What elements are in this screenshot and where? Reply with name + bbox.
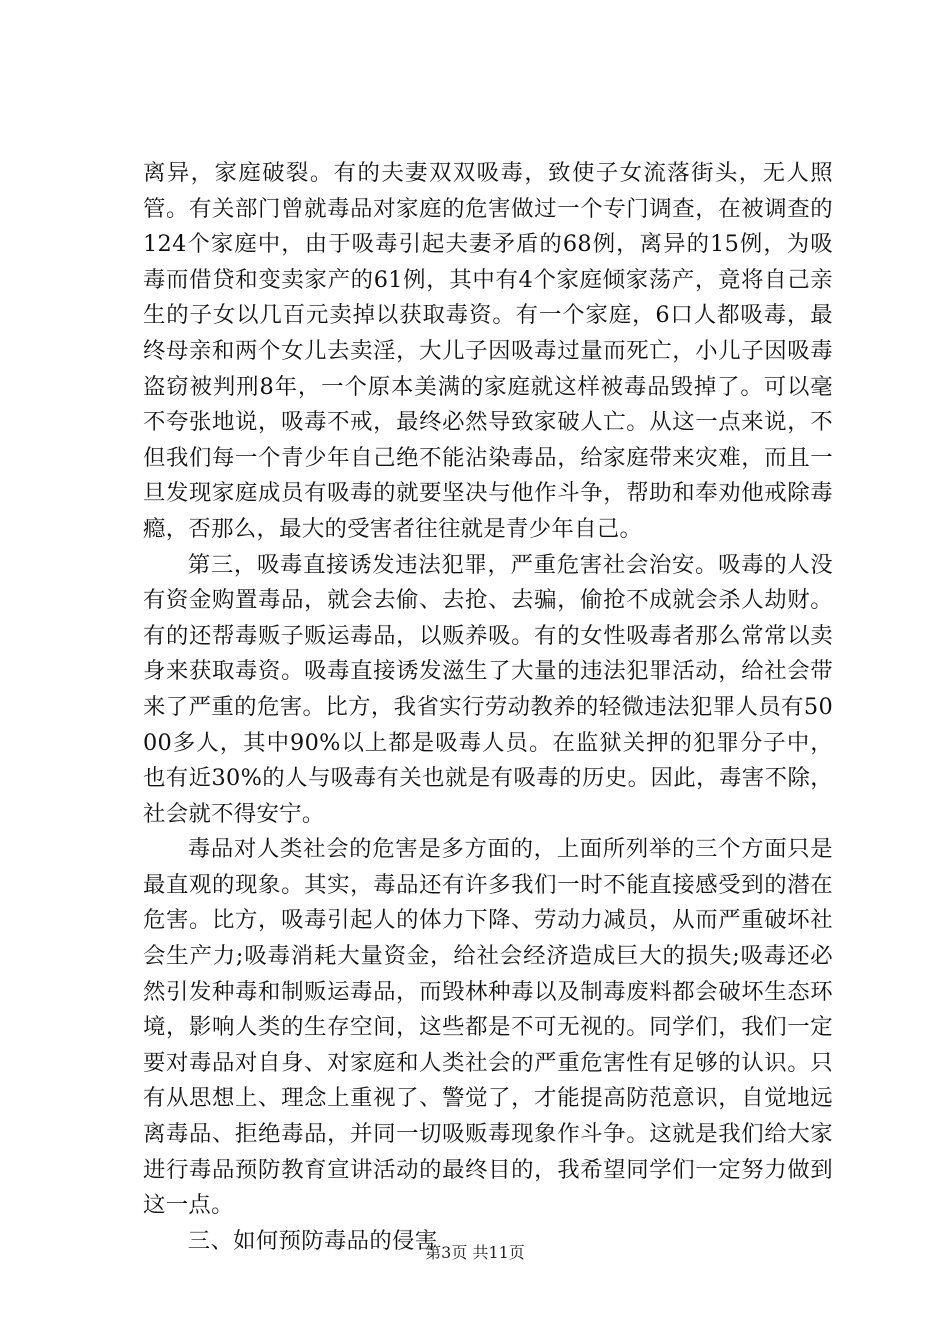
paragraph-crime-harm: 第三，吸毒直接诱发违法犯罪，严重危害社会治安。吸毒的人没有资金购置毒品，就会去偷、去抢、去骗，偷抢不成就会杀人劫财。有的还帮毒贩子贩运毒品，以贩养吸。有的女性吸毒者那么常常以卖身来获取毒资。吸毒直接诱发滋生了大量的违法犯罪活动，给社会带来了严重的危害。比方，我省实行劳动教养的轻微违法犯罪人员有5000多人，其中90%以上都是吸毒人员。在监狱关押的犯罪分子中，也有近30%的人与吸毒有关也就是有吸毒的历史。因此，毒害不除，社会就不得安宁。	[143, 551, 833, 827]
document-body	[143, 156, 833, 1259]
paragraph-family-harm: 离异，家庭破裂。有的夫妻双双吸毒，致使子女流落街头，无人照管。有关部门曾就毒品对家庭的危害做过一个专门调查，在被调查的124个家庭中，由于吸毒引起夫妻矛盾的68例，离异的15例，为吸毒而借贷和变卖家产的61例，其中有4个家庭倾家荡产，竟将自己亲生的子女以几百元卖掉以获取毒资。有一个家庭，6口人都吸毒，最终母亲和两个女儿去卖淫，大儿子因吸毒过量而死亡，小儿子因吸毒盗窃被判刑8年，一个原本美满的家庭就这样被毒品毁掉了。可以毫不夸张地说，吸毒不戒，最终必然导致家破人亡。从这一点来说，不但我们每一个青少年自己绝不能沾染毒品，给家庭带来灾难，而且一旦发现家庭成员有吸毒的就要坚决与他作斗争，帮助和奉劝他戒除毒瘾，否那么，最大的受害者往往就是青少年自己。	[143, 160, 833, 542]
page-number-footer: 第3页 共11页	[425, 1243, 525, 1262]
section-heading-prevention: 三、如何预防毒品的侵害	[187, 1227, 438, 1254]
paragraph-society-harm: 毒品对人类社会的危害是多方面的，上面所列举的三个方面只是最直观的现象。其实，毒品还有许多我们一时不能直接感受到的潜在危害。比方，吸毒引起人的体力下降、劳动力减员，从而严重破坏社会生产力;吸毒消耗大量资金，给社会经济造成巨大的损失;吸毒还必然引发种毒和制贩运毒品，而毁林种毒以及制毒废料都会破坏生态环境，影响人类的生存空间，这些都是不可无视的。同学们，我们一定要对毒品对自身、对家庭和人类社会的严重危害性有足够的认识。只有从思想上、理念上重视了、警觉了，才能提高防范意识，自觉地远离毒品、拒绝毒品，并同一切吸贩毒现象作斗争。这就是我们给大家进行毒品预防教育宣讲活动的最终目的，我希望同学们一定努力做到这一点。	[143, 836, 833, 1219]
